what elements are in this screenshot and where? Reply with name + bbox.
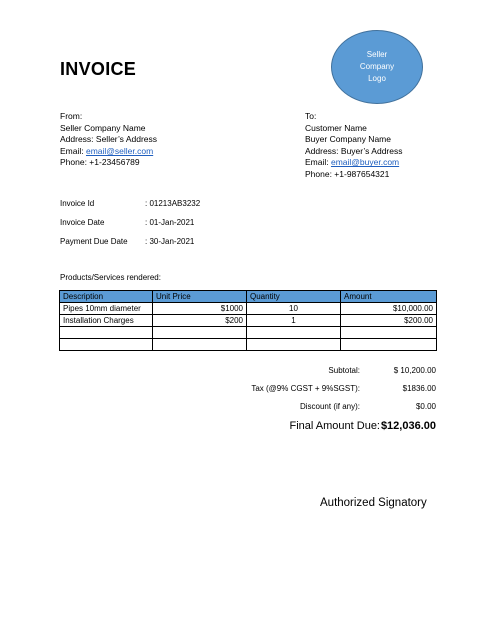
column-header: Unit Price <box>153 291 247 303</box>
table-row <box>60 327 437 339</box>
to-heading: To: <box>305 111 317 121</box>
to-address: Address: Buyer’s Address <box>305 145 403 156</box>
subtotal-label: Subtotal: <box>328 366 360 375</box>
tax-label: Tax (@9% CGST + 9%SGST): <box>251 384 360 393</box>
cell-description <box>60 339 153 351</box>
items-section-label: Products/Services rendered: <box>60 273 161 282</box>
invoice-id-label: Invoice Id <box>60 199 95 208</box>
invoice-date-label: Invoice Date <box>60 218 105 227</box>
logo-text: Seller Company Logo <box>359 50 395 83</box>
items-table <box>59 290 437 351</box>
cell-amount <box>341 327 437 339</box>
subtotal-value: $ 10,200.00 <box>393 366 436 375</box>
cell-description: Pipes 10mm diameter <box>60 303 153 315</box>
discount-label: Discount (if any): <box>299 402 360 411</box>
cell-quantity: 10 <box>247 303 341 315</box>
to-customer-name: Customer Name <box>305 122 367 133</box>
due-date-label: Payment Due Date <box>60 237 128 246</box>
table-row <box>60 315 437 327</box>
from-phone: Phone: +1-23456789 <box>60 157 140 168</box>
due-date-value: : 30-Jan-2021 <box>145 237 195 246</box>
from-email-link[interactable]: email@seller.com <box>85 145 154 156</box>
to-email-row <box>305 157 402 169</box>
cell-quantity: 1 <box>247 315 341 327</box>
final-amount-value: $12,036.00 <box>380 420 436 432</box>
cell-description <box>60 327 153 339</box>
discount-value: $0.00 <box>415 402 436 411</box>
invoice-id-value: : 01213AB3232 <box>145 199 201 208</box>
invoice-date-value: : 01-Jan-2021 <box>145 218 195 227</box>
cell-amount: $200.00 <box>341 315 437 327</box>
from-email-row <box>60 146 157 158</box>
column-header: Quantity <box>247 291 341 303</box>
company-logo <box>331 30 423 104</box>
from-email-label: Email: <box>60 145 86 156</box>
from-address-block <box>60 111 157 169</box>
cell-quantity <box>247 339 341 351</box>
to-company: Buyer Company Name <box>305 134 391 145</box>
to-email-label: Email: <box>305 157 331 168</box>
invoice-title: INVOICE <box>60 59 137 79</box>
column-header: Description <box>60 291 153 303</box>
table-row <box>60 339 437 351</box>
from-heading: From: <box>60 111 83 121</box>
to-phone: Phone: +1-987654321 <box>305 168 390 179</box>
cell-unit-price <box>153 327 247 339</box>
from-address: Address: Seller’s Address <box>60 134 158 145</box>
cell-amount: $10,000.00 <box>341 303 437 315</box>
from-company: Seller Company Name <box>60 122 146 133</box>
cell-amount <box>341 339 437 351</box>
final-amount-label: Final Amount Due: <box>289 420 380 432</box>
cell-quantity <box>247 327 341 339</box>
to-address-block <box>305 111 402 181</box>
authorized-signatory: Authorized Signatory <box>320 497 427 509</box>
column-header: Amount <box>341 291 437 303</box>
cell-unit-price <box>153 339 247 351</box>
cell-description: Installation Charges <box>60 315 153 327</box>
table-header-row <box>60 291 437 303</box>
tax-value: $1836.00 <box>402 384 436 393</box>
to-email-link[interactable]: email@buyer.com <box>330 157 400 168</box>
table-row <box>60 303 437 315</box>
cell-unit-price: $200 <box>153 315 247 327</box>
cell-unit-price: $1000 <box>153 303 247 315</box>
